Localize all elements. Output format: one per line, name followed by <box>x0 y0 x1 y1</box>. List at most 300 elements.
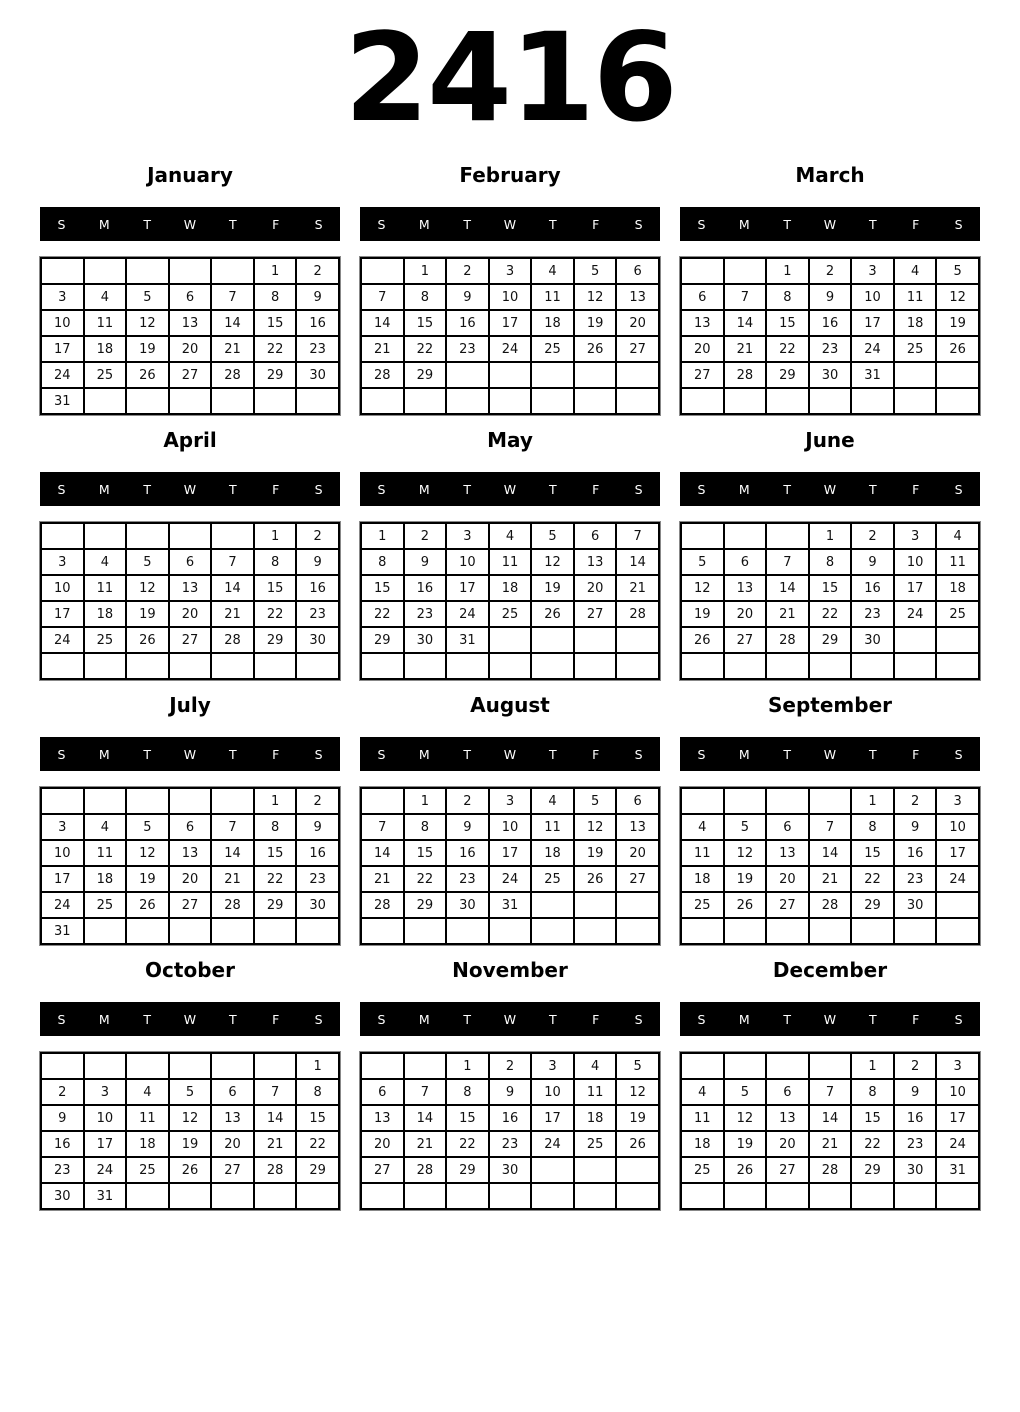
day-cell: 25 <box>84 362 127 388</box>
day-cell: 28 <box>254 1157 297 1183</box>
day-cell: 23 <box>296 866 339 892</box>
day-cell: 20 <box>681 336 724 362</box>
day-cell: 20 <box>616 840 659 866</box>
day-cell: 23 <box>894 866 937 892</box>
day-cell: 5 <box>126 284 169 310</box>
day-header-cell: F <box>272 746 280 762</box>
day-cell: 2 <box>296 523 339 549</box>
day-cell: 26 <box>616 1131 659 1157</box>
week-row <box>681 814 979 840</box>
day-cell: 5 <box>936 258 979 284</box>
day-cell: 7 <box>361 814 404 840</box>
empty-day-cell <box>851 1183 894 1209</box>
day-cell: 15 <box>361 575 404 601</box>
day-header-cell: T <box>869 746 877 762</box>
day-cell: 11 <box>126 1105 169 1131</box>
month-block <box>40 680 340 945</box>
empty-day-cell <box>574 627 617 653</box>
day-header-cell: T <box>229 216 237 232</box>
day-cell: 28 <box>211 362 254 388</box>
week-row <box>361 814 659 840</box>
empty-day-cell <box>531 1157 574 1183</box>
empty-day-cell <box>211 258 254 284</box>
day-header-cell: S <box>377 216 386 232</box>
day-cell: 28 <box>211 892 254 918</box>
empty-day-cell <box>84 788 127 814</box>
day-cell: 1 <box>404 258 447 284</box>
empty-day-cell <box>531 627 574 653</box>
week-row <box>361 1157 659 1183</box>
day-cell: 22 <box>851 866 894 892</box>
day-cell: 14 <box>766 575 809 601</box>
day-header-cell: S <box>314 481 323 497</box>
day-cell: 4 <box>489 523 532 549</box>
day-cell: 21 <box>254 1131 297 1157</box>
empty-day-cell <box>574 918 617 944</box>
day-cell: 21 <box>724 336 767 362</box>
week-row <box>361 549 659 575</box>
day-cell: 23 <box>809 336 852 362</box>
day-cell: 13 <box>724 575 767 601</box>
empty-day-cell <box>851 918 894 944</box>
day-cell: 12 <box>126 310 169 336</box>
day-header-cell: W <box>183 481 197 497</box>
day-cell: 4 <box>531 258 574 284</box>
day-cell: 1 <box>766 258 809 284</box>
empty-day-cell <box>489 653 532 679</box>
day-header-cell: M <box>98 216 110 232</box>
week-row <box>41 336 339 362</box>
day-cell: 14 <box>254 1105 297 1131</box>
day-cell: 12 <box>126 840 169 866</box>
day-cell: 5 <box>169 1079 212 1105</box>
week-row <box>361 866 659 892</box>
day-cell: 24 <box>489 336 532 362</box>
day-cell: 2 <box>404 523 447 549</box>
day-header-cell: M <box>418 481 430 497</box>
day-cell: 8 <box>296 1079 339 1105</box>
day-cell: 27 <box>169 627 212 653</box>
month-title: October <box>145 958 235 982</box>
day-header-cell: M <box>98 481 110 497</box>
day-cell: 3 <box>84 1079 127 1105</box>
day-cell: 12 <box>724 840 767 866</box>
day-cell: 30 <box>809 362 852 388</box>
month-days-table <box>360 1052 660 1210</box>
day-cell: 1 <box>296 1053 339 1079</box>
day-header-cell: S <box>57 1011 66 1027</box>
day-cell: 30 <box>41 1183 84 1209</box>
empty-day-cell <box>936 892 979 918</box>
day-cell: 22 <box>254 601 297 627</box>
empty-day-cell <box>211 523 254 549</box>
day-cell: 23 <box>489 1131 532 1157</box>
empty-day-cell <box>211 1183 254 1209</box>
day-cell: 12 <box>724 1105 767 1131</box>
day-cell: 3 <box>41 814 84 840</box>
day-cell: 19 <box>574 310 617 336</box>
day-cell: 27 <box>616 336 659 362</box>
day-header-row <box>360 737 660 771</box>
day-header-cell: S <box>634 481 643 497</box>
day-cell: 9 <box>296 814 339 840</box>
day-cell: 10 <box>489 284 532 310</box>
day-cell: 13 <box>211 1105 254 1131</box>
day-cell: 29 <box>254 627 297 653</box>
day-header-cell: S <box>954 1011 963 1027</box>
empty-day-cell <box>531 892 574 918</box>
day-cell: 5 <box>616 1053 659 1079</box>
day-header-cell: W <box>823 481 837 497</box>
week-row <box>681 388 979 414</box>
week-row <box>361 1105 659 1131</box>
empty-day-cell <box>361 1053 404 1079</box>
day-cell: 24 <box>851 336 894 362</box>
empty-day-cell <box>296 918 339 944</box>
empty-day-cell <box>681 523 724 549</box>
day-cell: 21 <box>809 1131 852 1157</box>
week-row <box>681 627 979 653</box>
day-cell: 20 <box>169 601 212 627</box>
empty-day-cell <box>169 1053 212 1079</box>
day-cell: 8 <box>404 814 447 840</box>
day-cell: 9 <box>489 1079 532 1105</box>
empty-day-cell <box>766 918 809 944</box>
day-cell: 12 <box>126 575 169 601</box>
month-days-table <box>40 522 340 680</box>
day-cell: 29 <box>766 362 809 388</box>
day-cell: 26 <box>724 1157 767 1183</box>
day-cell: 1 <box>361 523 404 549</box>
day-header-cell: T <box>463 216 471 232</box>
day-cell: 15 <box>446 1105 489 1131</box>
day-cell: 1 <box>851 1053 894 1079</box>
day-cell: 27 <box>169 362 212 388</box>
day-cell: 17 <box>41 601 84 627</box>
day-cell: 10 <box>41 575 84 601</box>
day-cell: 3 <box>936 1053 979 1079</box>
day-header-cell: T <box>143 216 151 232</box>
day-cell: 18 <box>681 1131 724 1157</box>
day-cell: 30 <box>404 627 447 653</box>
day-cell: 18 <box>936 575 979 601</box>
day-cell: 28 <box>361 362 404 388</box>
week-row <box>361 258 659 284</box>
day-header-cell: S <box>954 481 963 497</box>
week-row <box>681 575 979 601</box>
day-header-cell: S <box>697 746 706 762</box>
day-cell: 26 <box>126 627 169 653</box>
empty-day-cell <box>616 1157 659 1183</box>
week-row <box>681 601 979 627</box>
day-cell: 15 <box>296 1105 339 1131</box>
day-cell: 28 <box>809 1157 852 1183</box>
day-cell: 22 <box>851 1131 894 1157</box>
day-cell: 29 <box>361 627 404 653</box>
empty-day-cell <box>681 1183 724 1209</box>
empty-day-cell <box>169 258 212 284</box>
day-cell: 2 <box>894 1053 937 1079</box>
week-row <box>361 1053 659 1079</box>
week-row <box>361 1183 659 1209</box>
day-cell: 29 <box>851 1157 894 1183</box>
month-days-table <box>360 522 660 680</box>
day-cell: 14 <box>211 840 254 866</box>
day-cell: 18 <box>84 866 127 892</box>
day-cell: 6 <box>169 284 212 310</box>
day-cell: 16 <box>489 1105 532 1131</box>
day-cell: 28 <box>766 627 809 653</box>
month-title: December <box>772 958 888 982</box>
month-title: February <box>459 163 561 187</box>
month-block <box>680 150 980 415</box>
empty-day-cell <box>446 1183 489 1209</box>
day-cell: 9 <box>404 549 447 575</box>
empty-day-cell <box>169 653 212 679</box>
day-cell: 10 <box>446 549 489 575</box>
week-row <box>41 653 339 679</box>
day-cell: 13 <box>361 1105 404 1131</box>
empty-day-cell <box>809 653 852 679</box>
day-cell: 16 <box>296 310 339 336</box>
day-header-cell: T <box>463 746 471 762</box>
empty-day-cell <box>936 627 979 653</box>
day-header-cell: W <box>823 1011 837 1027</box>
day-cell: 15 <box>404 840 447 866</box>
empty-day-cell <box>681 388 724 414</box>
day-cell: 8 <box>254 814 297 840</box>
day-cell: 13 <box>766 840 809 866</box>
empty-day-cell <box>574 362 617 388</box>
empty-day-cell <box>724 258 767 284</box>
day-header-cell: F <box>592 1011 600 1027</box>
day-cell: 11 <box>84 575 127 601</box>
day-cell: 16 <box>446 310 489 336</box>
week-row <box>681 1105 979 1131</box>
day-cell: 5 <box>126 549 169 575</box>
day-cell: 10 <box>489 814 532 840</box>
day-header-cell: S <box>697 216 706 232</box>
day-header-cell: T <box>229 746 237 762</box>
month-days-table <box>680 1052 980 1210</box>
day-cell: 4 <box>531 788 574 814</box>
day-cell: 25 <box>84 627 127 653</box>
day-cell: 9 <box>894 814 937 840</box>
day-cell: 30 <box>894 892 937 918</box>
month-days-table <box>680 787 980 945</box>
week-row <box>361 653 659 679</box>
empty-day-cell <box>296 388 339 414</box>
week-row <box>681 1131 979 1157</box>
week-row <box>41 1053 339 1079</box>
day-cell: 1 <box>809 523 852 549</box>
day-cell: 25 <box>531 336 574 362</box>
week-row <box>41 388 339 414</box>
empty-day-cell <box>616 918 659 944</box>
empty-day-cell <box>724 918 767 944</box>
day-cell: 16 <box>41 1131 84 1157</box>
week-row <box>41 866 339 892</box>
day-header-row <box>360 207 660 241</box>
day-cell: 12 <box>681 575 724 601</box>
day-cell: 20 <box>766 1131 809 1157</box>
empty-day-cell <box>894 653 937 679</box>
day-cell: 23 <box>296 336 339 362</box>
week-row <box>361 840 659 866</box>
day-cell: 29 <box>296 1157 339 1183</box>
week-row <box>41 310 339 336</box>
day-cell: 15 <box>851 840 894 866</box>
week-row <box>41 284 339 310</box>
empty-day-cell <box>126 788 169 814</box>
day-cell: 17 <box>84 1131 127 1157</box>
empty-day-cell <box>126 653 169 679</box>
day-cell: 11 <box>531 814 574 840</box>
day-cell: 18 <box>574 1105 617 1131</box>
day-cell: 31 <box>851 362 894 388</box>
day-cell: 9 <box>41 1105 84 1131</box>
day-cell: 29 <box>851 892 894 918</box>
day-cell: 21 <box>211 866 254 892</box>
day-header-cell: M <box>418 1011 430 1027</box>
day-cell: 25 <box>126 1157 169 1183</box>
empty-day-cell <box>41 1053 84 1079</box>
month-days-table <box>40 257 340 415</box>
day-cell: 19 <box>724 1131 767 1157</box>
day-header-cell: T <box>463 481 471 497</box>
empty-day-cell <box>211 788 254 814</box>
empty-day-cell <box>446 653 489 679</box>
week-row <box>361 523 659 549</box>
day-cell: 18 <box>489 575 532 601</box>
week-row <box>41 1157 339 1183</box>
day-cell: 7 <box>616 523 659 549</box>
day-cell: 9 <box>296 549 339 575</box>
day-header-cell: F <box>592 216 600 232</box>
empty-day-cell <box>84 388 127 414</box>
day-cell: 3 <box>851 258 894 284</box>
empty-day-cell <box>169 918 212 944</box>
day-header-cell: W <box>823 746 837 762</box>
day-cell: 6 <box>169 549 212 575</box>
day-header-cell: T <box>869 481 877 497</box>
day-cell: 12 <box>169 1105 212 1131</box>
month-title: August <box>470 693 550 717</box>
week-row <box>681 258 979 284</box>
day-cell: 25 <box>574 1131 617 1157</box>
day-header-cell: M <box>738 1011 750 1027</box>
day-header-cell: F <box>272 481 280 497</box>
empty-day-cell <box>616 892 659 918</box>
day-cell: 30 <box>446 892 489 918</box>
week-row <box>681 866 979 892</box>
empty-day-cell <box>489 1183 532 1209</box>
day-header-cell: W <box>183 1011 197 1027</box>
day-header-cell: M <box>738 481 750 497</box>
empty-day-cell <box>809 1053 852 1079</box>
day-cell: 13 <box>169 310 212 336</box>
day-cell: 2 <box>446 788 489 814</box>
day-cell: 4 <box>936 523 979 549</box>
empty-day-cell <box>936 388 979 414</box>
month-block <box>360 415 660 680</box>
day-cell: 6 <box>766 1079 809 1105</box>
empty-day-cell <box>574 653 617 679</box>
day-cell: 11 <box>681 1105 724 1131</box>
day-cell: 23 <box>446 336 489 362</box>
day-cell: 23 <box>296 601 339 627</box>
day-cell: 25 <box>936 601 979 627</box>
day-cell: 10 <box>531 1079 574 1105</box>
day-cell: 24 <box>41 362 84 388</box>
year-title: 2416 <box>344 7 676 149</box>
day-cell: 10 <box>84 1105 127 1131</box>
day-cell: 24 <box>84 1157 127 1183</box>
day-cell: 3 <box>531 1053 574 1079</box>
day-cell: 17 <box>446 575 489 601</box>
empty-day-cell <box>126 523 169 549</box>
day-cell: 31 <box>489 892 532 918</box>
day-header-cell: S <box>634 216 643 232</box>
day-cell: 21 <box>211 336 254 362</box>
month-title: April <box>163 428 217 452</box>
day-cell: 21 <box>766 601 809 627</box>
day-cell: 31 <box>446 627 489 653</box>
day-cell: 13 <box>766 1105 809 1131</box>
empty-day-cell <box>489 388 532 414</box>
day-cell: 17 <box>936 840 979 866</box>
day-cell: 19 <box>681 601 724 627</box>
day-cell: 18 <box>531 310 574 336</box>
day-cell: 3 <box>894 523 937 549</box>
day-cell: 18 <box>894 310 937 336</box>
day-header-cell: T <box>869 216 877 232</box>
day-header-cell: T <box>783 216 791 232</box>
empty-day-cell <box>169 388 212 414</box>
day-cell: 1 <box>254 523 297 549</box>
day-cell: 2 <box>446 258 489 284</box>
week-row <box>681 284 979 310</box>
day-cell: 14 <box>404 1105 447 1131</box>
week-row <box>41 840 339 866</box>
week-row <box>361 575 659 601</box>
day-header-row <box>40 1002 340 1036</box>
day-cell: 15 <box>254 310 297 336</box>
day-cell: 18 <box>84 336 127 362</box>
week-row <box>681 1157 979 1183</box>
day-header-cell: S <box>57 746 66 762</box>
day-header-cell: T <box>143 481 151 497</box>
day-cell: 26 <box>574 336 617 362</box>
day-cell: 22 <box>446 1131 489 1157</box>
day-cell: 27 <box>766 892 809 918</box>
empty-day-cell <box>894 627 937 653</box>
day-cell: 12 <box>531 549 574 575</box>
empty-day-cell <box>126 1053 169 1079</box>
day-cell: 28 <box>361 892 404 918</box>
day-cell: 17 <box>894 575 937 601</box>
day-cell: 10 <box>851 284 894 310</box>
day-cell: 17 <box>41 336 84 362</box>
week-row <box>361 788 659 814</box>
day-cell: 9 <box>894 1079 937 1105</box>
week-row <box>41 1183 339 1209</box>
day-cell: 21 <box>211 601 254 627</box>
day-cell: 14 <box>361 840 404 866</box>
day-header-cell: F <box>912 746 920 762</box>
day-cell: 9 <box>296 284 339 310</box>
day-cell: 27 <box>616 866 659 892</box>
